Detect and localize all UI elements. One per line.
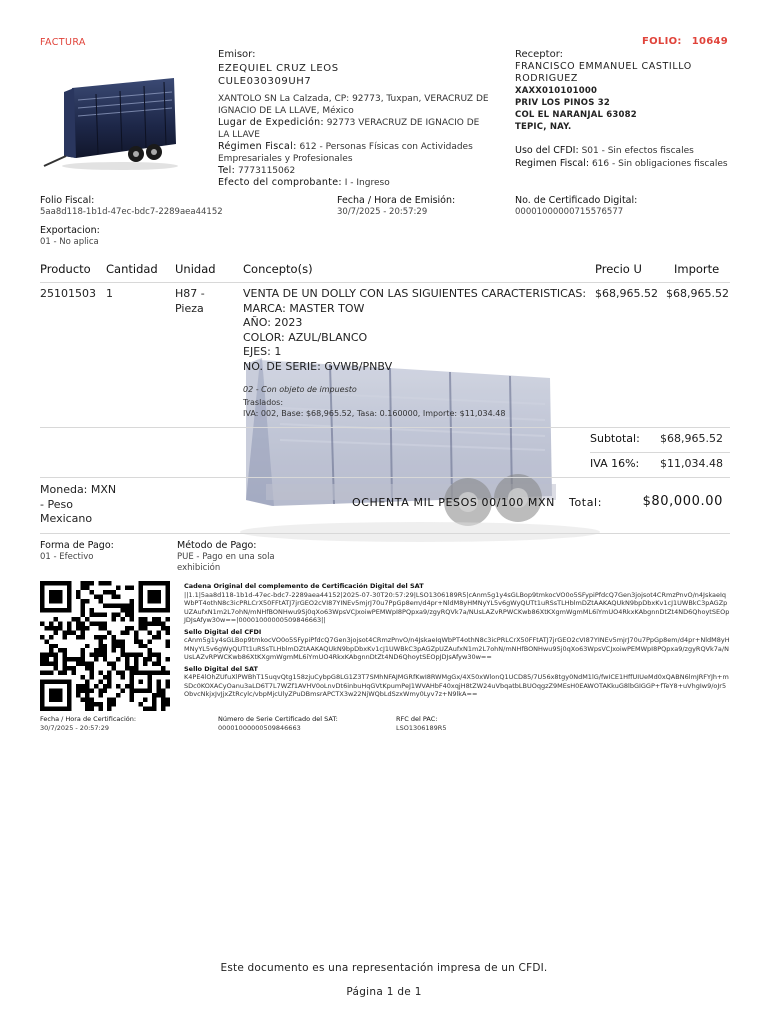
amount-in-words: OCHENTA MIL PESOS 00/100 MXN [352,496,555,509]
receptor-address-1: PRIV LOS PINOS 32 [515,98,610,108]
header-divider [40,282,730,283]
cert-fecha: Fecha / Hora de Certificación: 30/7/2025 - 20:57:29 [40,715,137,732]
certificado-digital: No. de Certificado Digital: 00001000000715576577 [515,195,638,217]
receptor-regimen: Regimen Fiscal: 616 - Sin obligaciones fiscales [515,157,728,169]
folio [642,36,728,47]
total-label: Total: [569,496,602,509]
emisor-tel: Tel: 7773115062 [218,164,296,176]
receptor-rfc: XAXX010101000 [515,86,598,96]
emisor-name: EZEQUIEL CRUZ LEOS [218,62,339,74]
traslados-value: IVA: 002, Base: $68,965.52, Tasa: 0.160000, Importe: $11,034.48 [243,409,506,418]
fecha-emision: Fecha / Hora de Emisión: 30/7/2025 - 20:57:29 [337,195,456,217]
items-table-header [40,262,730,278]
emisor-lugar: Lugar de Expedición: 92773 VERACRUZ DE IGNACIO DE LA LLAVE [218,116,480,140]
sello-cfdi-value: cAnm5g1y4sGLBop9tmkocVO0o5SFypiPfdcQ7Gen3jojsot4CRmzPnvO/n4JskaeIqWbPT4othN8c3icPRLCrX50FFtATJ7jrGEO2cVI87YINEv5mjrJ70u7PpGp8em/d4pr+NldM8yHMNyYL5v6gWyQUTt1uRSsTLHblmDZtAAKAQUkN9bpDbxKv1cJ1UWBkC3pAGZpUZAufxN1m2L7ohN/mNHfBONHwu9Sj0qXo63WpsVCJxoiwPEMWpI8PQpxa9/zgyRQVk7a/NUsLAZvRPWCKwb86XtKXgmWgmML6iYmUO4RkxKAbgnnDtZt4ND6QhoytSEOpJDJsAfyw30w== [184,636,730,661]
total-value: $80,000.00 [642,494,723,509]
subtotal-value: $68,965.52 [660,432,723,445]
row-unidad: H87 - Pieza [175,287,205,315]
sello-sat-value: K4PE4lOhZUfuXlPWBhT15uqvQtg158zjuCybpG8LG1Z3T7SMhNFAJMGRfKwI8RWMgGx/4X50xWlonQ1UCD85/7U56x8tgy0NdM1lG/fwICE1HffUIUeMd0xQABN6lmJRFYJh+mSDc0KOXACyOanu3aLD6T7L7WZf1AVHV0oLnvDt6inbuHqGVtKpumPeJ1WVAHbF40xqjH8tZW24uVbqatbLBUOqgzZ9MEsH0EAWOTAKkuG8lbGIGGP+fTeY8+uVhgIw9/oJr5ObvcNkjxJvJjxZtRcylc/vbpMjcUlyZPuDBmsrAPCTX3w22NjWQbLdSzxWmy0Lyv7z+N9lkA== [184,673,729,698]
emisor-block [218,49,493,189]
iva-value: $11,034.48 [660,457,723,470]
cadena-value: ||1.1|5aa8d118-1b1d-47ec-bdc7-2289aea44152|2025-07-30T20:57:29|LSO1306189R5|cAnm5g1y4sGLBop9tmkocVO0o5SFypiPfdcQ7Gen3jojsot4CRmzPnvO/n4JskaeIqWbPT4othN8c3icPRLCrX50FFtATJ7jrGEO2cVI87YINEv5mjrJ70u7PpGp8em/d4pr+NldM8yHMNyYL5v6gWyQUTt1uRSsTLHblmDZtAAKAQUkN9bpDbxKv1cJ1UWBkC3pAGZpUZAufxN1m2L7ohN/mNHfBONHwu9Sj0qXo63WpsVCJxoiwPEMWpI8PQpxa9/zgyRQVk7a/NUsLAZvRPWCKwb86XtKXgmWgmML6iYmUO4RkxKAbgnnDtZt4ND6QhoytSEOpJDJsAfyw30w==|00001000000509846663|| [184,590,730,624]
subtotal-divider [590,452,730,453]
rfc-pac: RFC del PAC: LSO1306189R5 [396,715,447,732]
receptor-address-2: COL EL NARANJAL 63082 [515,110,637,120]
qr-code [40,581,170,711]
forma-pago: Forma de Pago: 01 - Efectivo [40,540,114,562]
row-concepto: VENTA DE UN DOLLY CON LAS SIGUIENTES CARACTERISTICAS: MARCA: MASTER TOW AÑO: 2023 COLOR: AZUL/BLANCO EJES: 1 NO. DE SERIE: GVWB/PNBV 02 - Con objeto de impuesto Traslados: IVA: 002, Base: $68,965.52, Tasa: 0.160000, Importe: $11,034.48 [243,287,587,418]
emisor-efecto: Efecto del comprobante: I - Ingreso [218,176,390,188]
totals-divider [40,477,730,478]
row-producto: 25101503 [40,287,96,300]
sello-cfdi-label: Sello Digital del CFDI [184,627,262,636]
traslados-label: Traslados: [243,398,284,407]
receptor-block [515,49,730,170]
sello-sat-label: Sello Digital del SAT [184,664,258,673]
trailer-photo [40,74,180,184]
folio-label: FOLIO: [641,36,682,47]
document-type: FACTURA [40,37,86,48]
cert-serie: Número de Serie Certificado del SAT: 00001000000509846663 [218,715,338,732]
col-unidad: Unidad [175,262,216,276]
row-divider [40,427,730,428]
folio-fiscal: Folio Fiscal: 5aa8d118-1b1d-47ec-bdc7-2289aea44152 [40,195,223,217]
receptor-uso-cfdi: Uso del CFDI: S01 - Sin efectos fiscales [515,145,694,156]
emisor-regimen: Régimen Fiscal: 612 - Personas Físicas con Actividades Empresariales y Profesionales [218,140,473,164]
payment-divider [40,533,730,534]
row-importe: $68,965.52 [666,287,729,300]
exportacion: Exportacion: 01 - No aplica [40,225,100,247]
folio-number: 10649 [691,36,728,47]
col-cantidad: Cantidad [106,262,158,276]
cadena-label: Cadena Original del complemento de Certificación Digital del SAT [184,582,424,590]
receptor-address-3: TEPIC, NAY. [515,122,572,132]
moneda: Moneda: MXN - Peso Mexicano [40,483,117,525]
sat-seals [184,582,730,699]
col-precio: Precio U [595,262,642,276]
col-importe: Importe [674,262,720,276]
subtotal-label: Subtotal: [590,432,640,445]
iva-label: IVA 16%: [590,457,640,470]
receptor-caption: Receptor: [515,49,563,60]
metodo-pago: Método de Pago: PUE - Pago en una sola exhibición [177,540,275,573]
page-number: Página 1 de 1 [346,986,422,998]
emisor-caption: Emisor: [218,49,256,60]
col-producto: Producto [40,262,91,276]
emisor-rfc: CULE030309UH7 [218,75,312,87]
row-cantidad: 1 [106,287,113,300]
row-precio: $68,965.52 [595,287,658,300]
emisor-address: XANTOLO SN La Calzada, CP: 92773, Tuxpan, VERACRUZ DE IGNACIO DE LA LLAVE, México [218,93,489,116]
col-concepto: Concepto(s) [243,262,313,276]
footer-note: Este documento es una representación impresa de un CFDI. [220,962,548,974]
objeto-impuesto: 02 - Con objeto de impuesto [243,385,357,394]
receptor-name: FRANCISCO EMMANUEL CASTILLO RODRIGUEZ [515,61,692,84]
